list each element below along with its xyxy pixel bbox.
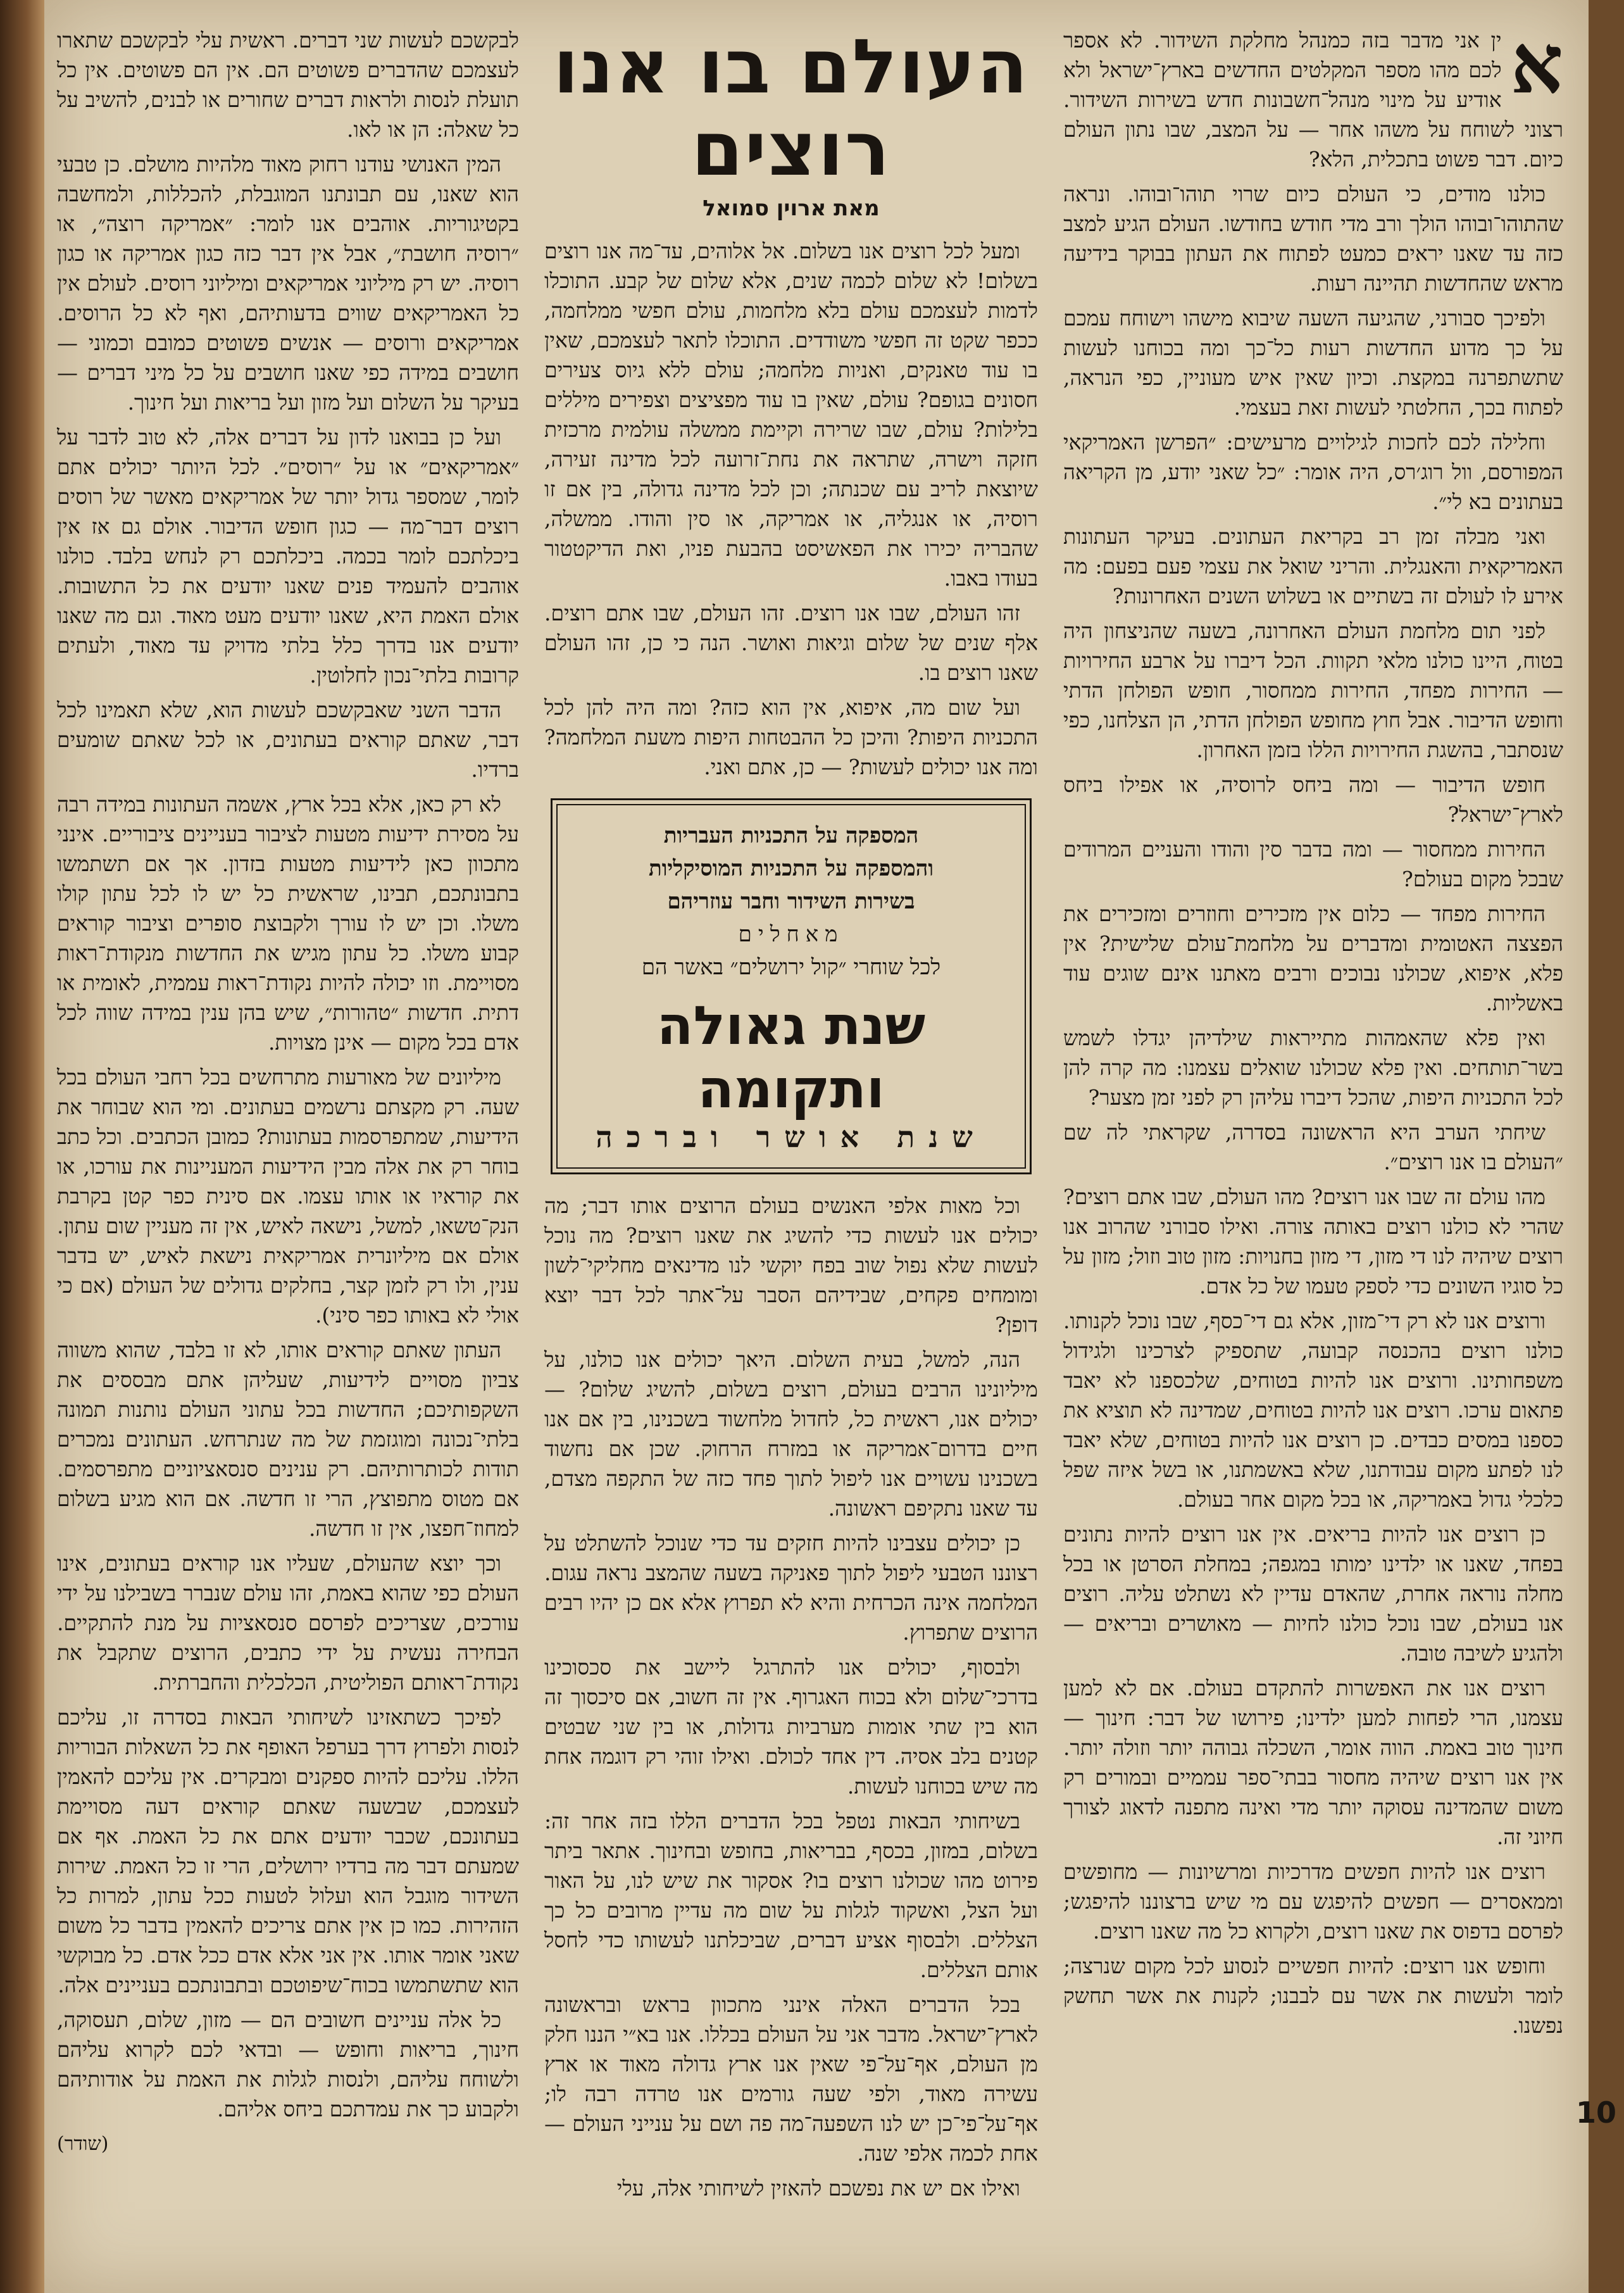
paragraph: ועל כן בבואנו לדון על דברים אלה, לא טוב לדבר על ״אמריקאים״ או על ״רוסים״. לכל היותר יכולים אתם לומר, שמספר גדול יותר של אמריקאים מאשר של רוסים רוצים דבר־מה — כגון חופש הדיבור. אולם גם אז אין ביכלתכם לומר בכמה. ביכלתכם רק לנחש בלבד. כולנו אוהבים להעמיד פנים שאנו יודעים את כל התשובות. אולם האמת היא, שאנו יודעים מעט מאוד. וגם מה שאנו יודעים אנו בדרך כלל בלתי מדויק עד מאוד, ולעתים קרובות בלתי־נכון לחלוטין.	[57, 425, 519, 688]
paragraph: ואילו אם יש את נפשכם להאזין לשיחותי אלה, עלי	[616, 2176, 1020, 2201]
paragraph: לא רק כאן, אלא בכל ארץ, אשמה העתונות במידה רבה על מסירת ידיעות מטעות לציבור בעניינים ציבוריים. אינני מתכוון כאן לידיעות מטעות בזדון. אך אם תשתמשו בתבונתכם, תבינו, שראשית כל יש לו לכל עתון קולו משלו. וכן יש לו עורך ולקבוצת סופרים וציבור קוראים קבוע משלו. כל עתון מגיש את החדשות מנקודת־ראות מסויימת. וזו יכולה להיות נקודת־ראות עממית, לאומית או דתית. חדשות ״טהורות״, שיש בהן ענין במידה שווה לכל אדם בכל מקום — אינן מצויות.	[57, 792, 519, 1055]
greeting-box	[551, 798, 1032, 1174]
paragraph: שיחתי הערב היא הראשונה בסדרה, שקראתי לה שם ״העולם בו אנו רוצים״.	[1063, 1120, 1563, 1174]
paragraph: החירות ממחסור — ומה בדבר סין והודו והעניים המרודים שבכל מקום בעולם?	[1063, 837, 1563, 891]
magazine-page	[44, 0, 1617, 2293]
article-column-left	[57, 25, 519, 2242]
greeting-line: והמספקה על התכניות המוסיקליות	[648, 856, 934, 881]
greeting-headline: שנת גאולה ותקומה	[656, 995, 926, 1120]
paragraph: כן רוצים אנו להיות בריאים. אין אנו רוצים להיות נתונים בפחד, שאנו או ילדינו ימותו במגפה; במחלת הסרטן או בכל מחלה נוראה אחרת, שהאדם עדיין לא נשתלט עליה. רוצים אנו בעולם, שבו נוכל כולנו לחיות — מאושרים ובריאים — ולהגיע לשיבה טובה.	[1063, 1522, 1563, 1666]
paragraph: החירות מפחד — כלום אין מזכירים וחוזרים ומזכירים את הפצצה האטומית ומדברים על מלחמת־עולם שלישית? אין פלא, איפוא, שכולנו נבוכים ורבים מאתנו אינם שוגים עוד באשליות.	[1063, 901, 1563, 1015]
paragraph: מהו עולם זה שבו אנו רוצים? מהו העולם, שבו אתם רוצים? שהרי לא כולנו רוצים באותה צורה. ואילו סבורני שהרוב אנו רוצים שיהיה לנו די מזון, די מזון בחנויות: מזון טוב וזול; מזון על כל סוגיו השונים כדי לספק טעמו של כל אדם.	[1063, 1184, 1563, 1298]
paragraph: לבקשכם לעשות שני דברים. ראשית עלי לבקשכם שתארו לעצמכם שהדברים פשוטים הם. אין הם פשוטים. אין כל תועלת לנסות ולראות דברים שחורים או לבנים, להשיב על כל שאלה: הן או לאו.	[57, 28, 519, 142]
article-title: העולם בו אנו רוצים	[553, 23, 1030, 192]
paragraph: מיליונים של מאורעות מתרחשים בכל רחבי העולם בכל שעה. רק מקצתם נרשמים בעתונים. ומי הוא שבוחר את הידיעות, שמתפרסמות בעתונות? כמובן הכתבים. וכל כתב בוחר רק את אלה מבין הידיעות המעניינות את עורכו, או את קוראיו או אותו עצמו. אם סינית כפר קטן בקרבת הנק־טשאו, למשל, נישאה לאיש, אין זה מעניין שום עתון. אולם אם מיליונרית אמריקאית נישאת לאיש, יש בדבר ענין, ולו רק לזמן קצר, בחלקים גדולים של העולם (אם כי אולי לא באותו כפר סיני).	[57, 1065, 519, 1328]
paragraph: לפיכך כשתאזינו לשיחותי הבאות בסדרה זו, עליכם לנסות ולפרוץ דרך בערפל האופף את כל השאלות הבוריות הללו. עליכם להיות ספקנים ומבקרים. אין עליכם להאמין לעצמכם, שבשעה שאתם קוראים דעה מסויימת בעתונכם, שכבר יודעים אתם את כל האמת. אף אם שמעתם דבר מה ברדיו ירושלים, הרי זו כל האמת. שירות השידור מוגבל הוא ועלול לטעות ככל עתון, למרות כל הזהירות. כמו כן אין אתם צריכים להאמין בדבר כל משום שאני אומר אותו. אין אני אלא אדם ככל אדם. כל מבוקשי הוא שתשתמשו בכוח־שיפוטכם ובתבונתכם בעניינים אלה.	[57, 1705, 519, 1997]
paragraph: ין אני מדבר בזה כמנהל מחלקת השידור. לא אספר לכם מהו מספר המקלטים החדשים בארץ־ישראל ולא אודיע על מינוי מנהל־חשבונות חדש בשירות השידור. רצוני לשוחח על משהו אחר — על המצב, שבו נתון העולם כיום. דבר פשוט בתכלית, הלא?	[1063, 28, 1563, 172]
greeting-line: מאחלים	[738, 922, 844, 947]
paragraph: העתון שאתם קוראים אותו, לא זו בלבד, שהוא משווה צביון מסויים לידיעות, שעליהן אתם מבססים את השקפותיכם; החדשות בכל עתוני העולם נותנות תמונה בלתי־נכונה ומוגזמת של מה שנתרחש. העתונים נמכרים תודות לכותרותיהם. רק ענינים סנסאציוניים מתפרסמים. אם מטוס מתפוצץ, הרי זו חדשה. אם הוא מגיע בשלום למחוז־חפצו, אין זו חדשה.	[57, 1338, 519, 1541]
article-column-right	[1063, 15, 1563, 2242]
paragraph: ומעל לכל רוצים אנו בשלום. אל אלוהים, עד־מה אנו רוצים בשלום! לא שלום לכמה שנים, אלא שלום של קבע. התוכלו לדמות לעצמכם עולם בלא מלחמות, עולם חפשי ממלחמה, ככפר שקט זה חפשי משודדים. התוכלו לתאר לעצמכם, שאין בו עוד טאנקים, ואניות מלחמה; עולם ללא גיוס צעירים חסונים בגופם? עולם, שאין בו עוד מפציצים וצפירים מיללים בלילות? עולם, שבו שרירה וקיימת ממשלה עולמית מרכזית חזקה וישרה, שתראה את נחת־זרועה לכל מדינה זעירה, שיוצאת לריב עם שכנתה; וכן לכל מדינה גדולה, בין אם זו רוסיה, או אנגליה, או אמריקה, או סין והודו. ממשלה, שהבריה יכירו את הפאשיסט בהבעת פניו, ואת הדיקטטור בעודו באבו.	[544, 239, 1038, 591]
paragraph: רוצים אנו את האפשרות להתקדם בעולם. אם לא למען עצמנו, הרי לפחות למען ילדינו; פירושו של דבר: חינוך — חינוך טוב באמת. הווה אומר, השכלה גבוהה יותר וזולה יותר. אין אנו רוצים שיהיה מחסור בבתי־ספר עממיים ובמורים רק משום שהמדינה עסוקה יותר מדי ואינה מתפנה לדאוג לצורך חיוני זה.	[1063, 1676, 1563, 1849]
greeting-line: בשירות השידור וחבר עוזריהם	[667, 889, 915, 914]
paragraph: חופש הדיבור — ומה ביחס לרוסיה, או אפילו ביחס לארץ־ישראל?	[1063, 772, 1563, 827]
paragraph: לפני תום מלחמת העולם האחרונה, בשעה שהניצחון היה בטוח, היינו כולנו מלאי תקוות. הכל דיברו על ארבע החירויות — החירות מפחד, החירות ממחסור, חופש הפולחן הדתי וחופש הדיבור. אבל חוץ מחופש הפולחן הדתי, הן הצלחנו, כפי שנסתבר, בהשגת החירויות הללו בזמן האחרון.	[1063, 619, 1563, 762]
greeting-line: לכל שוחרי ״קול ירושלים״ באשר הם	[641, 955, 941, 980]
greeting-line: המספקה על התכניות העבריות	[663, 823, 919, 848]
article-column-middle	[544, 25, 1038, 2242]
signature-note: (שודר)	[57, 2133, 109, 2155]
paragraph: כל אלה עניינים חשובים הם — מזון, שלום, תעסוקה, חינוך, בריאות וחופש — ובדאי לכם לקרוא עליהם ולשוחח עליהם, ולנסות לגלות את האמת על אודותיהם ולקבוע כך את עמדתכם ביחס אליהם.	[57, 2007, 519, 2121]
paragraph: בכל הדברים האלה אינני מתכוון בראש ובראשונה לארץ־ישראל. מדבר אני על העולם בכללו. אנו בא״י הננו חלק מן העולם, אף־על־פי שאין אנו ארץ גדולה מאוד או ארץ עשירה מאוד, ולפי שעה גורמים אנו טרדה רבה לו; אף־על־פי־כן יש לנו השפעה־מה פה ושם על ענייני העולם — אחת לכמה אלפי שנה.	[544, 1992, 1038, 2166]
paragraph: וחופש אנו רוצים: להיות חפשיים לנסוע לכל מקום שנרצה; לומר ולעשות את אשר עם לבבנו; לקנות את אשר תחשק נפשנו.	[1063, 1954, 1563, 2038]
paragraph: ואני מבלה זמן רב בקריאת העתונים. בעיקר העתונות האמריקאית והאנגלית. והריני שואל את עצמי פעם בפעם: מה אירע לו לעולם זה בשתיים או בשלוש השנים האחרונות?	[1063, 524, 1563, 608]
paragraph: ולבסוף, יכולים אנו להתרגל ליישב את סכסוכינו בדרכי־שלום ולא בכוח האגרוף. אין זה חשוב, אם סיכסוך זה הוא בין שתי אומות מערביות גדולות, או בין שני שבטים קטנים בלב אסיה. דין אחד לכולם. ואילו זוהי רק דוגמה אחת מה שיש בכוחנו לעשות.	[544, 1655, 1038, 1799]
paragraph: בשיחותי הבאות נטפל בכל הדברים הללו בזה אחר זה: בשלום, במזון, בכסף, בבריאות, בחופש ובחינוך. אתאר ביתר פירוט מהו שכולנו רוצים בו? אסקור את שיש לנו, על האור ועל הצל, ואשקוד לגלות על שום מה עדיין מרובים כל כך הצללים. ולבסוף אציע דברים, שביכלתנו לעשותו כדי לחסל אותם הצללים.	[544, 1809, 1038, 1982]
article-byline: מאת ארוין סמואל	[703, 196, 880, 221]
greeting-subheadline: שנת אושר וברכה	[596, 1120, 987, 1154]
paragraph: רוצים אנו להיות חפשים מדרכיות ומרשיונות — מחופשים וממאסרים — חפשים להיפגש עם מי שיש ברצוננו להיפגש; לפרסם בדפוס את שאנו רוצים, ולקרוא כל מה שאנו רוצים.	[1063, 1859, 1563, 1944]
paragraph: ורוצים אנו לא רק די־מזון, אלא גם די־כסף, שבו נוכל לקנותו. כולנו רוצים בהכנסה קבועה, שתספיק לצרכינו ולגידול משפחותינו. ורוצים אנו להיות בטוחים, שלכספנו לא יאבד פתאום ערכו. רוצים אנו להיות בטוחים, שמדינה לא תוציא את כספנו במסים כבדים. כן רוצים אנו להיות בטוחים, שלא יאבד לנו לפתע מקום עבודתנו, שלא באשמתנו, או בשל איזה שפל כלכלי גדול באמריקה, או בכל מקום אחר בעולם.	[1063, 1309, 1563, 1512]
paragraph: כן יכולים עצבינו להיות חזקים עד כדי שנוכל להשתלט על רצוננו הטבעי ליפול לתוך פאניקה בשעה שהמצב נראה עגום. המלחמה אינה הכרחית והיא לא תפרוץ אלא אם כן יהיו רבים הרוצים שתפרוץ.	[544, 1531, 1038, 1645]
page-number: 10	[1576, 2095, 1617, 2130]
paragraph: וחלילה לכם לחכות לגילויים מרעישים: ״הפרשן האמריקאי המפורסם, וול רוג׳רס, היה אומר: ״כל שאני יודע, מן הקריאה בעתונים בא לי״.	[1063, 430, 1563, 514]
paragraph: כולנו מודים, כי העולם כיום שרוי תוהו־ובוהו. ונראה שהתוהו־ובוהו הולך ורב מדי חודש בחודשו. העולם הגיע למצב כזה עד שאנו יראים כמעט לפתוח את העתון בבוקר בידיעה מראש שהחדשות תהיינה רעות.	[1063, 182, 1563, 296]
paragraph: וכך יוצא שהעולם, שעליו אנו קוראים בעתונים, אינו העולם כפי שהוא באמת, זהו עולם שנברר בשבילנו על ידי עורכים, שצריכים לפרסם סנסאציות על מנת להתקיים. הבחירה נעשית על ידי כתבים, הרוצים שתקבל את נקודת־ראותם הפוליטית, הכלכלית והחברתית.	[57, 1551, 519, 1695]
book-binding	[0, 0, 44, 2293]
paragraph: ולפיכך סבורני, שהגיעה השעה שיבוא מישהו וישוחח עמכם על כך מדוע החדשות רעות כל־כך ומה בכוחנו לעשות שתשתפרנה במקצת. וכיון שאין איש מעוניין, כפי הנראה, לפתוח בכך, החלטתי לעשות זאת בעצמי.	[1063, 306, 1563, 420]
drop-cap: א	[1510, 15, 1563, 112]
paragraph: ועל שום מה, איפוא, אין הוא כזה? ומה היה להן לכל התכניות היפות? והיכן כל ההבטחות היפות משעת המלחמה? ומה אנו יכולים לעשות? — כן, אתם ואני.	[544, 695, 1038, 779]
paragraph: הנה, למשל, בעית השלום. היאך יכולים אנו כולנו, על מיליונינו הרבים בעולם, רוצים בשלום, להשיג שלום? — יכולים אנו, ראשית כל, לחדול מלחשוד בשכנינו, בין אם אנו חיים בדרום־אמריקה או במזרח הרחוק. שכן אם נחשוד בשכנינו עשויים אנו ליפול לתוך פחד כזה של התקפה מצדם, עד שאנו נתקיפם ראשונה.	[544, 1347, 1038, 1521]
paragraph: ואין פלא שהאמהות מתייראות שילדיהן יגדלו לשמש בשר־תותחים. ואין פלא שכולנו שואלים עצמנו: מה קרה להן לכל התכניות היפות, שהכל דיברו עליהן רק לפני זמן מצער?	[1063, 1026, 1563, 1110]
paragraph: וכל מאות אלפי האנשים בעולם הרוצים אותו דבר; מה יכולים אנו לעשות כדי להשיג את שאנו רוצים? מה נוכל לעשות שלא נפול שוב בפח יוקשי לנו מדינאים מחליקי־לשון ומומחים פקחים, שבידיהם הסבר על־אתר לכל דבר יוצא דופן?	[544, 1193, 1038, 1337]
paragraph: המין האנושי עודנו רחוק מאוד מלהיות מושלם. כן טבעי הוא שאנו, עם תבונתנו המוגבלת, להכללות, ולמחשבה בקטיגוריות. אוהבים אנו לומר: ״אמריקה רוצה״, או ״רוסיה חושבת״, אבל אין דבר כזה כגון אמריקה או כגון רוסיה. יש רק מיליוני אמריקאים ומיליוני רוסים. לעולם אין כל האמריקאים שווים בדעותיהם, ואף לא כל הרוסים. אמריקאים ורוסים — אנשים פשוטים כמובם וכמוני — חושבים במידה כפי שאנו חושבים על כל מיני דברים — בעיקר על השלום ועל מזון ועל בריאות ועל חינוך.	[57, 152, 519, 415]
paragraph: הדבר השני שאבקשכם לעשות הוא, שלא תאמינו לכל דבר, שאתם קוראים בעתונים, או לכל שאתם שומעים ברדיו.	[57, 698, 519, 782]
paragraph: זהו העולם, שבו אנו רוצים. זהו העולם, שבו אתם רוצים. אלף שנים של שלום וגיאות ואושר. הנה כי כן, זהו העולם שאנו רוצים בו.	[544, 601, 1038, 685]
